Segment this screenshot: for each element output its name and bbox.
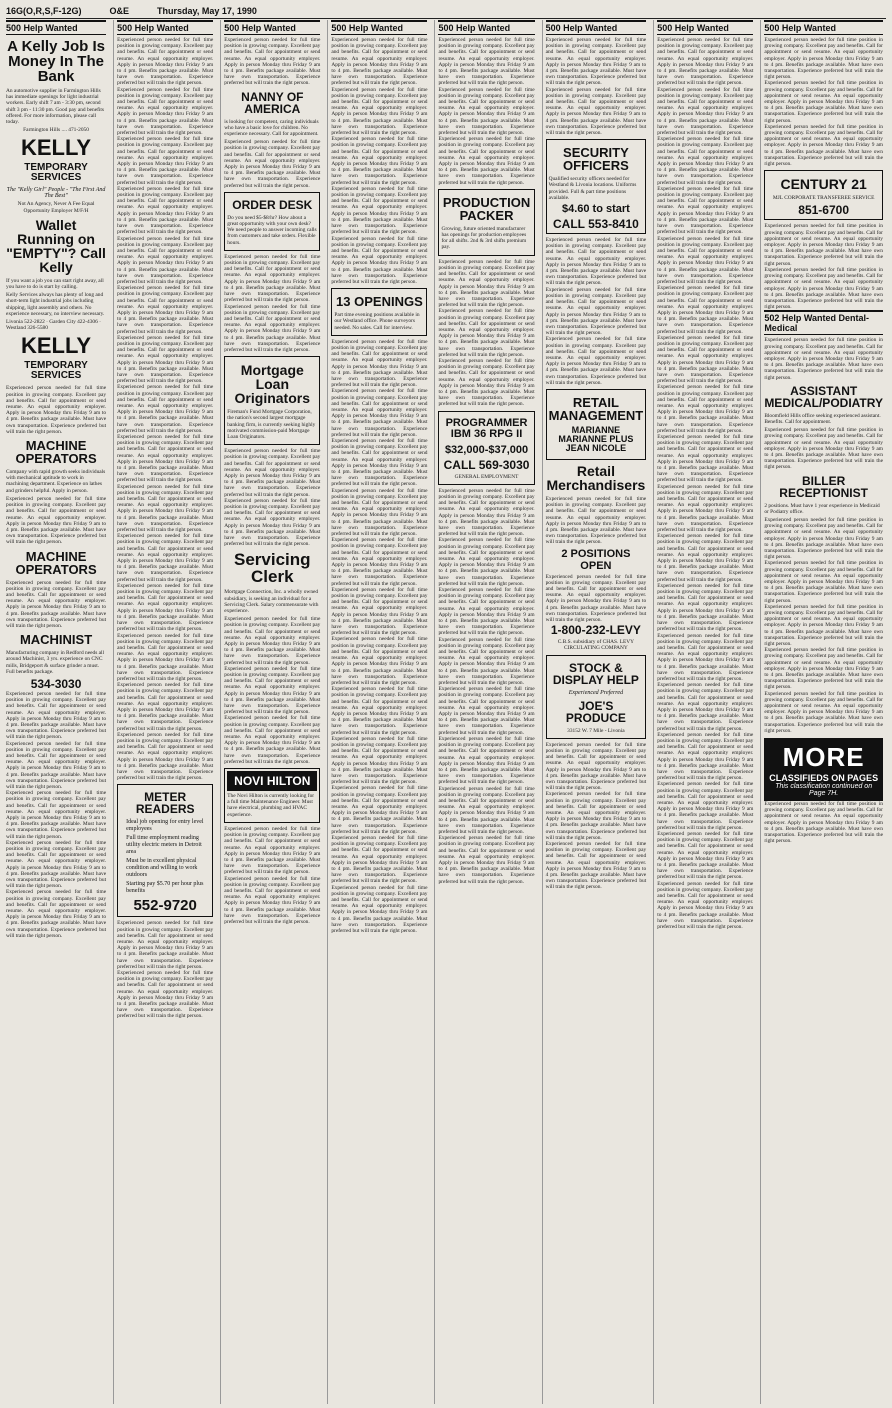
- column-4: [327, 20, 430, 1404]
- ad-text: Experienced person needed for full time position in growing company. Excellent pay and benefits. Call for appointment or send resume. An equal opportunity employer. Apply in person Monday thru Friday 9 am to 4 pm. Benefits package available. Must have own transportation. Experience preferred but will train the right person.: [657, 235, 754, 285]
- dental-medical-heading: 502 Help Wanted Dental-Medical: [764, 310, 883, 335]
- ad-text: Experienced person needed for full time position in growing company. Excellent pay and benefits. Call for appointment or send resume. An equal opportunity employer. Apply in person Monday thru Friday 9 am to 4 pm. Benefits package available. Must have own transportation. Experience preferred but will train the right person.: [438, 835, 535, 885]
- ad-text: Experienced person needed for full time position in growing company. Excellent pay and benefits. Call for appointment or send resume. An equal opportunity employer. Apply in person Monday thru Friday 9 am to 4 pm. Benefits package available. Must have own transportation. Experience preferred but will train the right person.: [545, 791, 647, 841]
- meter-item: Must be in excellent physical condition and willing to work outdoors: [126, 858, 198, 879]
- meter-item: Starting pay $5.70 per hour plus benefits: [126, 881, 204, 895]
- levy-phone: 1-800-232-LEVY: [550, 623, 641, 638]
- production-packer-ad: [438, 189, 534, 256]
- ad-text: Experienced person needed for full time position in growing company. Excellent pay and benefits. Call for appointment or send resume. An equal opportunity employer. Apply in person Monday thru Friday 9 am to 4 pm. Benefits package available. Must have own transportation. Experience preferred but will train the right person.: [331, 235, 428, 285]
- column-6: [542, 20, 650, 1404]
- ad-text: Experienced person needed for full time position in growing company. Excellent pay and benefits. Call for appointment or send resume. An equal opportunity employer. Apply in person Monday thru Friday 9 am to 4 pm. Benefits package available. Must have own transportation. Experience preferred but will train the right person.: [657, 37, 754, 87]
- ad-text: Experienced person needed for full time position in growing company. Excellent pay and benefits. Call for appointment or send resume. An equal opportunity employer. Apply in person Monday thru Friday 9 am to 4 pm. Benefits package available. Must have own transportation. Experience preferred but will train the right person.: [224, 825, 321, 876]
- servicing-title: Servicing Clerk: [234, 550, 311, 587]
- ad-text: Experienced person needed for full time position in growing company. Excellent pay and benefits. Call for appointment or send resume. An equal opportunity employer. Apply in person Monday thru Friday 9 am to 4 pm. Benefits package available. Must have own transportation. Experience preferred but will train the right person.: [331, 487, 428, 538]
- positions-open: 2 POSITIONS OPEN: [561, 547, 631, 572]
- mortgage-ad: [224, 356, 320, 445]
- novi-hilton-title: NOVI HILTON: [227, 771, 317, 791]
- ad-text: Experienced person needed for full time position in growing company. Excellent pay and benefits. Call for appointment or send resume. An equal opportunity employer. Apply in person Monday thru Friday 9 am to 4 pm. Benefits package available. Must have own transportation. Experience preferred but will train the right person.: [657, 533, 754, 583]
- ad-text: Experienced person needed for full time position in growing company. Excellent pay and benefits. Call for appointment or send resume. An equal opportunity employer. Apply in person Monday thru Friday 9 am to 4 pm. Benefits package available. Must have own transportation. Experience preferred but will train the right person.: [224, 303, 321, 353]
- column-5: [434, 20, 537, 1404]
- ad-text: Experienced person needed for full time position in growing company. Excellent pay and benefits. Call for appointment or send resume. An equal opportunity employer. Apply in person Monday thru Friday 9 am to 4 pm. Benefits package available. Must have own transportation. Experience preferred but will train the right person.: [6, 690, 107, 741]
- ad-text: Experienced person needed for full time position in growing company. Excellent pay and benefits. Call for appointment or send resume. An equal opportunity employer. Apply in person Monday thru Friday 9 am to 4 pm. Benefits package available. Must have own transportation. Experience preferred but will train the right person.: [657, 334, 754, 385]
- joes-address: 33152 W. 7 Mile - Livonia: [567, 727, 625, 734]
- production-packer-body: Growing, future oriented manufacturer has openings for production employees for all shifts. 2nd & 3rd shifts premium pay.: [441, 225, 527, 251]
- servicing-body: Mortgage Connection, Inc. a wholly owned subsidiary, is seeking an individual for a Servicing Clerk. Salary commensurate with experience.: [224, 589, 319, 614]
- meter-phone: 552-9720: [133, 897, 197, 915]
- order-desk-ad: [224, 192, 320, 251]
- kelly-contact: Farmington Hills .... 471-2050: [23, 127, 89, 134]
- ad-text: Experienced person needed for full time position in growing company. Excellent pay and benefits. Call for appointment or send resume. An equal opportunity employer. Apply in person Monday thru Friday 9 am to 4 pm. Benefits package available. Must have own transportation. Experience preferred but will train the right person.: [438, 735, 535, 786]
- security-title: SECURITY OFFICERS: [563, 145, 629, 174]
- ad-text: Experienced person needed for full time position in growing company. Excellent pay and benefits. Call for appointment or send resume. An equal opportunity employer. Apply in person Monday thru Friday 9 am to 4 pm. Benefits package available. Must have own transportation. Experience preferred but will train the right person.: [438, 587, 535, 637]
- ad-text: Experienced person needed for full time position in growing company. Excellent pay and benefits. Call for appointment or send resume. An equal opportunity employer. Apply in person Monday thru Friday 9 am to 4 pm. Benefits package available. Must have own transportation. Experience preferred but will train the right person.: [331, 136, 428, 186]
- ad-text: Experienced person needed for full time position in growing company. Excellent pay and benefits. Call for appointment or send resume. An equal opportunity employer. Apply in person Monday thru Friday 9 am to 4 pm. Benefits package available. Must have own transportation. Experience preferred but will train the right person.: [6, 495, 107, 546]
- section-heading: 500 Help Wanted: [224, 20, 320, 35]
- kelly-headline: A Kelly Job Is Money In The Bank: [7, 38, 105, 85]
- ad-text: Experienced person needed for full time position in growing company. Excellent pay and benefits. Call for appointment or send resume. An equal opportunity employer. Apply in person Monday thru Friday 9 am to 4 pm. Benefits package available. Must have own transportation. Experience preferred but will train the right person.: [764, 266, 883, 311]
- joes-produce: JOE'S PRODUCE: [565, 698, 626, 725]
- kelly-logo: KELLY: [21, 135, 92, 161]
- more-classifieds-box: [764, 738, 883, 801]
- security-officers-ad: [546, 139, 647, 234]
- retail-ad: [546, 389, 647, 460]
- wallet-body-2: Kelly Services always has plenty of long and short-term light industrial jobs including shipping, light assembly and others. No experience necessary, no interview necessary.: [6, 292, 105, 317]
- ad-text: Experienced person needed for full time position in growing company. Excellent pay and benefits. Call for appointment or send resume. An equal opportunity employer. Apply in person Monday thru Friday 9 am to 4 pm. Benefits package available. Must have own transportation. Experience preferred but will train the right person.: [117, 970, 214, 1020]
- ad-text: Experienced person needed for full time position in growing company. Excellent pay and benefits. Call for appointment or send resume. An equal opportunity employer. Apply in person Monday thru Friday 9 am to 4 pm. Benefits package available. Must have own transportation. Experience preferred but will train the right person.: [331, 735, 428, 786]
- column-2: [113, 20, 216, 1404]
- meter-item: Full time employment reading utility electric meters in Detroit area: [126, 835, 202, 856]
- ad-text: Experienced person needed for full time position in growing company. Excellent pay and benefits. Call for appointment or send resume. An equal opportunity employer. Apply in person Monday thru Friday 9 am to 4 pm. Benefits package available. Must have own transportation. Experience preferred but will train the right person.: [6, 790, 107, 840]
- ad-text: Experienced person needed for full time position in growing company. Excellent pay and benefits. Call for appointment or send resume. An equal opportunity employer. Apply in person Monday thru Friday 9 am to 4 pm. Benefits package available. Must have own transportation. Experience preferred but will train the right person.: [6, 385, 107, 435]
- ad-text: Experienced person needed for full time position in growing company. Excellent pay and benefits. Call for appointment or send resume. An equal opportunity employer. Apply in person Monday thru Friday 9 am to 4 pm. Benefits package available. Must have own transportation. Experience preferred but will train the right person.: [117, 483, 214, 534]
- century-21-ad: [764, 170, 883, 220]
- ad-text: Experienced person needed for full time position in growing company. Excellent pay and benefits. Call for appointment or send resume. An equal opportunity employer. Apply in person Monday thru Friday 9 am to 4 pm. Benefits package available. Must have own transportation. Experience preferred but will train the right person.: [331, 86, 428, 137]
- novi-hilton-ad: [224, 768, 320, 823]
- ad-text: Experienced person needed for full time position in growing company. Excellent pay and benefits. Call for appointment or send resume. An equal opportunity employer. Apply in person Monday thru Friday 9 am to 4 pm. Benefits package available. Must have own transportation. Experience preferred but will train the right person.: [657, 434, 754, 484]
- ibm-programmer-ad: [438, 411, 534, 485]
- machine-operators-body: Company with rapid growth seeks individuals with mechanical aptitude to work in machining department. Experience on lathes and grinders helpful. Apply in person.: [6, 469, 106, 494]
- ad-text: Experienced person needed for full time position in growing company. Excellent pay and benefits. Call for appointment or send resume. An equal opportunity employer. Apply in person Monday thru Friday 9 am to 4 pm. Benefits package available. Must have own transportation. Experience preferred but will train the right person.: [224, 253, 321, 304]
- ad-text: Experienced person needed for full time position in growing company. Excellent pay and benefits. Call for appointment or send resume. An equal opportunity employer. Apply in person Monday thru Friday 9 am to 4 pm. Benefits package available. Must have own transportation. Experience preferred but will train the right person.: [224, 616, 321, 666]
- century-21-phone: 851-6700: [798, 203, 849, 218]
- ad-text: Experienced person needed for full time position in growing company. Excellent pay and benefits. Call for appointment or send resume. An equal opportunity employer. Apply in person Monday thru Friday 9 am to 4 pm. Benefits package available. Must have own transportation. Experience preferred but will train the right person.: [117, 86, 214, 137]
- ad-text: Experienced person needed for full time position in growing company. Excellent pay and benefits. Call for appointment or send resume. An equal opportunity employer. Apply in person Monday thru Friday 9 am to 4 pm. Benefits package available. Must have own transportation. Experience preferred but will train the right person.: [657, 136, 754, 186]
- ad-text: Experienced person needed for full time position in growing company. Excellent pay and benefits. Call for appointment or send resume. An equal opportunity employer. Apply in person Monday thru Friday 9 am to 4 pm. Benefits package available. Must have own transportation. Experience preferred but will train the right person.: [764, 603, 883, 648]
- nanny-body: is looking for competent, caring individuals who have a basic love for children. No experience necessary. Call for appointment.: [224, 118, 319, 138]
- ad-text: Experienced person needed for full time position in growing company. Excellent pay and benefits. Call for appointment or send resume. An equal opportunity employer. Apply in person Monday thru Friday 9 am to 4 pm. Benefits package available. Must have own transportation. Experience preferred but will train the right person.: [545, 237, 647, 287]
- kelly-phone: 471-2050: [68, 127, 89, 134]
- section-heading: 500 Help Wanted: [6, 20, 106, 35]
- ad-text: Experienced person needed for full time position in growing company. Excellent pay and benefits. Call for appointment or send resume. An equal opportunity employer. Apply in person Monday thru Friday 9 am to 4 pm. Benefits package available. Must have own transportation. Experience preferred but will train the right person.: [117, 731, 214, 782]
- ad-text: Experienced person needed for full time position in growing company. Excellent pay and benefits. Call for appointment or send resume. An equal opportunity employer. Apply in person Monday thru Friday 9 am to 4 pm. Benefits package available. Must have own transportation. Experience preferred but will train the right person.: [331, 185, 428, 236]
- kelly-tagline: The "Kelly Girl" People - "The First And The Best": [6, 187, 106, 200]
- ad-text: Experienced person needed for full time position in growing company. Excellent pay and benefits. Call for appointment or send resume. An equal opportunity employer. Apply in person Monday thru Friday 9 am to 4 pm. Benefits package available. Must have own transportation. Experience preferred but will train the right person.: [117, 533, 214, 583]
- section-heading: 500 Help Wanted: [331, 20, 427, 35]
- mortgage-body: Fireman's Fund Mortgage Corporation, the nation's second largest mortgage banking firm, is currently seeking highly motivated commission-paid Mortgage Loan Originators.: [227, 409, 316, 440]
- ad-text: Experienced person needed for full time position in growing company. Excellent pay and benefits. Call for appointment or send resume. An equal opportunity employer. Apply in person Monday thru Friday 9 am to 4 pm. Benefits package available. Must have own transportation. Experience preferred but will train the right person.: [117, 285, 214, 335]
- column-8: [760, 20, 886, 1404]
- more-note: This classification continued on Page 7H.: [775, 783, 873, 798]
- section-heading: 500 Help Wanted: [657, 20, 753, 35]
- ad-text: Experienced person needed for full time position in growing company. Excellent pay and benefits. Call for appointment or send resume. An equal opportunity employer. Apply in person Monday thru Friday 9 am to 4 pm. Benefits package available. Must have own transportation. Experience preferred but will train the right person.: [657, 632, 754, 682]
- ad-text: Experienced person needed for full time position in growing company. Excellent pay and benefits. Call for appointment or send resume. An equal opportunity employer. Apply in person Monday thru Friday 9 am to 4 pm. Benefits package available. Must have own transportation. Experience preferred but will train the right person.: [224, 37, 321, 87]
- openings-body: Part time evening positions available in our Westland office. Phone surveyors needed. No sales. Call for interview.: [334, 312, 420, 331]
- ad-text: Experienced person needed for full time position in growing company. Excellent pay and benefits. Call for appointment or send resume. An equal opportunity employer. Apply in person Monday thru Friday 9 am to 4 pm. Benefits package available. Must have own transportation. Experience preferred but will train the right person.: [438, 136, 535, 186]
- merchandisers-title: Retail Merchandisers: [546, 462, 646, 493]
- ad-text: Experienced person needed for full time position in growing company. Excellent pay and benefits. Call for appointment or send resume. An equal opportunity employer. Apply in person Monday thru Friday 9 am to 4 pm. Benefits package available. Must have own transportation. Experience preferred but will train the right person.: [438, 785, 535, 835]
- ad-text: Experienced person needed for full time position in growing company. Excellent pay and benefits. Call for appointment or send resume. An equal opportunity employer. Apply in person Monday thru Friday 9 am to 4 pm. Benefits package available. Must have own transportation. Experience preferred but will train the right person.: [545, 336, 647, 386]
- ad-text: Experienced person needed for full time position in growing company. Excellent pay and benefits. Call for appointment or send resume. An equal opportunity employer. Apply in person Monday thru Friday 9 am to 4 pm. Benefits package available. Must have own transportation. Experience preferred but will train the right person.: [545, 286, 647, 337]
- issue-date: Thursday, May 17, 1990: [157, 6, 257, 16]
- machinist-body: Manufacturing company in Redford needs all around Machinist, 3 yrs. experience on CNC mills, Bridgeport & surface grinder a must. Full benefits package.: [6, 650, 105, 675]
- security-body: Qualified security officers needed for Westland & Livonia locations. Uniforms provided. Full & part time positions available.: [548, 176, 637, 201]
- kelly-logo-2: KELLY: [21, 333, 92, 359]
- more-sub: CLASSIFIEDS ON PAGES: [769, 773, 879, 784]
- order-desk-title: ORDER DESK: [232, 197, 313, 212]
- ad-text: Experienced person needed for full time position in growing company. Excellent pay and benefits. Call for appointment or send resume. An equal opportunity employer. Apply in person Monday thru Friday 9 am to 4 pm. Benefits package available. Must have own transportation. Experience preferred but will train the right person.: [545, 495, 647, 546]
- security-wage: $4.60 to start: [561, 203, 630, 216]
- ad-text: Experienced person needed for full time position in growing company. Excellent pay and benefits. Call for appointment or send resume. An equal opportunity employer. Apply in person Monday thru Friday 9 am to 4 pm. Benefits package available. Must have own transportation. Experience preferred but will train the right person.: [117, 384, 214, 434]
- column-3: [220, 20, 323, 1404]
- openings-title: 13 OPENINGS: [336, 294, 423, 310]
- ad-text: Experienced person needed for full time position in growing company. Excellent pay and benefits. Call for appointment or send resume. An equal opportunity employer. Apply in person Monday thru Friday 9 am to 4 pm. Benefits package available. Must have own transportation. Experience preferred but will train the right person.: [6, 579, 107, 629]
- ad-text: Experienced person needed for full time position in growing company. Excellent pay and benefits. Call for appointment or send resume. An equal opportunity employer. Apply in person Monday thru Friday 9 am to 4 pm. Benefits package available. Must have own transportation. Experience preferred but will train the right person.: [117, 235, 214, 285]
- ad-text: Experienced person needed for full time position in growing company. Excellent pay and benefits. Call for appointment or send resume. An equal opportunity employer. Apply in person Monday thru Friday 9 am to 4 pm. Benefits package available. Must have own transportation. Experience preferred but will train the right person.: [764, 427, 883, 471]
- nanny-title: NANNY OF AMERICA: [241, 89, 304, 116]
- ad-text: Experienced person needed for full time position in growing company. Excellent pay and benefits. Call for appointment or send resume. An equal opportunity employer. Apply in person Monday thru Friday 9 am to 4 pm. Benefits package available. Must have own transportation. Experience preferred but will train the right person.: [438, 357, 535, 408]
- ad-text: Experienced person needed for full time position in growing company. Excellent pay and benefits. Call for appointment or send resume. An equal opportunity employer. Apply in person Monday thru Friday 9 am to 4 pm. Benefits package available. Must have own transportation. Experience preferred but will train the right person.: [331, 834, 428, 885]
- machinist-phone: 534-3030: [30, 676, 82, 691]
- more-heading: MORE: [782, 742, 865, 773]
- production-packer-title: PRODUCTION PACKER: [442, 194, 531, 223]
- stock-display-ad: [546, 655, 647, 739]
- ibm-phone: CALL 569-3030: [443, 457, 530, 472]
- ad-text: Experienced person needed for full time position in growing company. Excellent pay and benefits. Call for appointment or send resume. An equal opportunity employer. Apply in person Monday thru Friday 9 am to 4 pm. Benefits package available. Must have own transportation. Experience preferred but will train the right person.: [657, 86, 754, 137]
- meter-item: Ideal job opening for entry level employees: [126, 819, 204, 833]
- wallet-headline: Wallet Running on "EMPTY"? Call Kelly: [6, 216, 106, 275]
- novi-hilton-body: The Novi Hilton is currently looking for a full time Maintenance Engineer. Must have electrical, plumbing and HVAC experience.: [227, 793, 315, 818]
- column-7: [653, 20, 756, 1404]
- section-code: 16G(O,R,S,F-12G): [6, 6, 82, 16]
- section-heading: 500 Help Wanted: [438, 20, 534, 35]
- ad-text: Experienced person needed for full time position in growing company. Excellent pay and benefits. Call for appointment or send resume. An equal opportunity employer. Apply in person Monday thru Friday 9 am to 4 pm. Benefits package available. Must have own transportation. Experience preferred but will train the right person.: [117, 682, 214, 732]
- ad-text: Experienced person needed for full time position in growing company. Excellent pay and benefits. Call for appointment or send resume. An equal opportunity employer. Apply in person Monday thru Friday 9 am to 4 pm. Benefits package available. Must have own transportation. Experience preferred but will train the right person.: [764, 560, 883, 604]
- ad-text: Experienced person needed for full time position in growing company. Excellent pay and benefits. Call for appointment or send resume. An equal opportunity employer. Apply in person Monday thru Friday 9 am to 4 pm. Benefits package available. Must have own transportation. Experience preferred but will train the right person.: [117, 37, 214, 87]
- page-header: [6, 4, 886, 19]
- biller-title: BILLER RECEPTIONIST: [779, 473, 868, 500]
- machinist-title: MACHINIST: [19, 632, 93, 648]
- ad-text: Experienced person needed for full time position in growing company. Excellent pay and benefits. Call for appointment or send resume. An equal opportunity employer. Apply in person Monday thru Friday 9 am to 4 pm. Benefits package available. Must have own transportation. Experience preferred but will train the right person.: [657, 731, 754, 782]
- ad-text: Experienced person needed for full time position in growing company. Excellent pay and benefits. Call for appointment or send resume. An equal opportunity employer. Apply in person Monday thru Friday 9 am to 4 pm. Benefits package available. Must have own transportation. Experience preferred but will train the right person.: [117, 632, 214, 682]
- ad-text: Experienced person needed for full time position in growing company. Excellent pay and benefits. Call for appointment or send resume. An equal opportunity employer. Apply in person Monday thru Friday 9 am to 4 pm. Benefits package available. Must have own transportation. Experience preferred but will train the right person.: [117, 434, 214, 484]
- stock-title: STOCK & DISPLAY HELP: [552, 660, 639, 687]
- ad-text: Experienced person needed for full time position in growing company. Excellent pay and benefits. Call for appointment or send resume. An equal opportunity employer. Apply in person Monday thru Friday 9 am to 4 pm. Benefits package available. Must have own transportation. Experience preferred but will train the right person.: [545, 841, 647, 891]
- ad-text: Experienced person needed for full time position in growing company. Excellent pay and benefits. Call for appointment or send resume. An equal opportunity employer. Apply in person Monday thru Friday 9 am to 4 pm. Benefits package available. Must have own transportation. Experience preferred but will train the right person.: [331, 785, 428, 835]
- machine-operators-title-2: MACHINE OPERATORS: [15, 548, 97, 577]
- ad-text: Experienced person needed for full time position in growing company. Excellent pay and benefits. Call for appointment or send resume. An equal opportunity employer. Apply in person Monday thru Friday 9 am to 4 pm. Benefits package available. Must have own transportation. Experience preferred but will train the right person.: [331, 686, 428, 736]
- openings-ad: [331, 288, 427, 336]
- ad-text: Experienced person needed for full time position in growing company. Excellent pay and benefits. Call for appointment or send resume. An equal opportunity employer. Apply in person Monday thru Friday 9 am to 4 pm. Benefits package available. Must have own transportation. Experience preferred but will train the right person.: [764, 337, 883, 381]
- ad-text: Experienced person needed for full time position in growing company. Excellent pay and benefits. Call for appointment or send resume. An equal opportunity employer. Apply in person Monday thru Friday 9 am to 4 pm. Benefits package available. Must have own transportation. Experience preferred but will train the right person.: [117, 185, 214, 236]
- ad-text: Experienced person needed for full time position in growing company. Excellent pay and benefits. Call for appointment or send resume. An equal opportunity employer. Apply in person Monday thru Friday 9 am to 4 pm. Benefits package available. Must have own transportation. Experience preferred but will train the right person.: [438, 37, 535, 87]
- kelly-city: Farmington Hills: [23, 127, 61, 134]
- ad-text: Experienced person needed for full time position in growing company. Excellent pay and benefits. Call for appointment or send resume. An equal opportunity employer. Apply in person Monday thru Friday 9 am to 4 pm. Benefits package available. Must have own transportation. Experience preferred but will train the right person.: [331, 437, 428, 488]
- ad-text: Experienced person needed for full time position in growing company. Excellent pay and benefits. Call for appointment or send resume. An equal opportunity employer. Apply in person Monday thru Friday 9 am to 4 pm. Benefits package available. Must have own transportation. Experience preferred but will train the right person.: [545, 741, 647, 792]
- ad-text: Experienced person needed for full time position in growing company. Excellent pay and benefits. Call for appointment or send resume. An equal opportunity employer. Apply in person Monday thru Friday 9 am to 4 pm. Benefits package available. Must have own transportation. Experience preferred but will train the right person.: [764, 80, 883, 124]
- kelly-logo-sub: TEMPORARY SERVICES: [24, 162, 88, 184]
- assistant-title: ASSISTANT MEDICAL/PODIATRY: [764, 383, 883, 410]
- ad-text: Experienced person needed for full time position in growing company. Excellent pay and benefits. Call for appointment or send resume. An equal opportunity employer. Apply in person Monday thru Friday 9 am to 4 pm. Benefits package available. Must have own transportation. Experience preferred but will train the right person.: [331, 338, 428, 389]
- ad-text: Experienced person needed for full time position in growing company. Excellent pay and benefits. Call for appointment or send resume. An equal opportunity employer. Apply in person Monday thru Friday 9 am to 4 pm. Benefits package available. Must have own transportation. Experience preferred but will train the right person.: [657, 682, 754, 732]
- order-desk-body: Do you need $5-$8/hr? How about a great opportunity with your own desk? We need people to answer incoming calls from customers and take orders. Flexible hours.: [227, 214, 317, 246]
- assistant-body: Bloomfield Hills office seeking experienced assistant. Benefits. Call for appointment.: [764, 412, 881, 425]
- ad-text: Experienced person needed for full time position in growing company. Excellent pay and benefits. Call for appointment or send resume. An equal opportunity employer. Apply in person Monday thru Friday 9 am to 4 pm. Benefits package available. Must have own transportation. Experience preferred but will train the right person.: [657, 781, 754, 831]
- kelly-body: An automotive supplier in Farmington Hills has immediate openings for light industrial workers. Early shift 7 am - 3:30 pm, second shift 3 pm - 11:30 pm. Good pay and benefits offered. For more information, please call today.: [6, 88, 105, 126]
- ad-text: Experienced person needed for full time position in growing company. Excellent pay and benefits. Call for appointment or send resume. An equal opportunity employer. Apply in person Monday thru Friday 9 am to 4 pm. Benefits package available. Must have own transportation. Experience preferred but will train the right person.: [117, 582, 214, 633]
- ibm-firm: GENERAL EMPLOYMENT: [454, 473, 519, 480]
- century-21-title: CENTURY 21: [780, 176, 867, 193]
- ad-text: Experienced person needed for full time position in growing company. Excellent pay and benefits. Call for appointment or send resume. An equal opportunity employer. Apply in person Monday thru Friday 9 am to 4 pm. Benefits package available. Must have own transportation. Experience preferred but will train the right person.: [6, 839, 107, 890]
- ad-text: Experienced person needed for full time position in growing company. Excellent pay and benefits. Call for appointment or send resume. An equal opportunity employer. Apply in person Monday thru Friday 9 am to 4 pm. Benefits package available. Must have own transportation. Experience preferred but will train the right person.: [224, 715, 321, 765]
- kelly-offices: Livonia 522-2822 · Garden City 422-4306 · Westland 326-5580: [6, 319, 101, 332]
- ad-text: Experienced person needed for full time position in growing company. Excellent pay and benefits. Call for appointment or send resume. An equal opportunity employer. Apply in person Monday thru Friday 9 am to 4 pm. Benefits package available. Must have own transportation. Experience preferred but will train the right person.: [117, 136, 214, 186]
- ad-text: Experienced person needed for full time position in growing company. Excellent pay and benefits. Call for appointment or send resume. An equal opportunity employer. Apply in person Monday thru Friday 9 am to 4 pm. Benefits package available. Must have own transportation. Experience preferred but will train the right person.: [117, 920, 214, 970]
- ad-text: Experienced person needed for full time position in growing company. Excellent pay and benefits. Call for appointment or send resume. An equal opportunity employer. Apply in person Monday thru Friday 9 am to 4 pm. Benefits package available. Must have own transportation. Experience preferred but will train the right person.: [6, 889, 107, 939]
- ad-text: Experienced person needed for full time position in growing company. Excellent pay and benefits. Call for appointment or send resume. An equal opportunity employer. Apply in person Monday thru Friday 9 am to 4 pm. Benefits package available. Must have own transportation. Experience preferred but will train the right person.: [657, 185, 754, 236]
- meter-readers-title: METER READERS: [135, 790, 195, 817]
- ad-text: Experienced person needed for full time position in growing company. Excellent pay and benefits. Call for appointment or send resume. An equal opportunity employer. Apply in person Monday thru Friday 9 am to 4 pm. Benefits package available. Must have own transportation. Experience preferred but will train the right person.: [224, 875, 321, 925]
- classified-columns: [6, 20, 886, 1404]
- machine-operators-title: MACHINE OPERATORS: [15, 438, 97, 467]
- ad-text: Experienced person needed for full time position in growing company. Excellent pay and benefits. Call for appointment or send resume. An equal opportunity employer. Apply in person Monday thru Friday 9 am to 4 pm. Benefits package available. Must have own transportation. Experience preferred but will train the right person.: [438, 686, 535, 736]
- section-heading: 500 Help Wanted: [764, 20, 883, 35]
- ad-text: Experienced person needed for full time position in growing company. Excellent pay and benefits. Call for appointment or send resume. An equal opportunity employer. Apply in person Monday thru Friday 9 am to 4 pm. Benefits package available. Must have own transportation. Experience preferred but will train the right person.: [438, 487, 535, 538]
- ad-text: Experienced person needed for full time position in growing company. Excellent pay and benefits. Call for appointment or send resume. An equal opportunity employer. Apply in person Monday thru Friday 9 am to 4 pm. Benefits package available. Must have own transportation. Experience preferred but will train the right person.: [438, 86, 535, 137]
- stock-sub: Experienced Preferred: [568, 689, 624, 696]
- ad-text: Experienced person needed for full time position in growing company. Excellent pay and benefits. Call for appointment or send resume. An equal opportunity employer. Apply in person Monday thru Friday 9 am to 4 pm. Benefits package available. Must have own transportation. Experience preferred but will train the right person.: [657, 285, 754, 335]
- ad-text: Experienced person needed for full time position in growing company. Excellent pay and benefits. Call for appointment or send resume. An equal opportunity employer. Apply in person Monday thru Friday 9 am to 4 pm. Benefits package available. Must have own transportation. Experience preferred but will train the right person.: [6, 740, 107, 790]
- ad-text: Experienced person needed for full time position in growing company. Excellent pay and benefits. Call for appointment or send resume. An equal opportunity employer. Apply in person Monday thru Friday 9 am to 4 pm. Benefits package available. Must have own transportation. Experience preferred but will train the right person.: [224, 448, 321, 498]
- ad-text: Experienced person needed for full time position in growing company. Excellent pay and benefits. Call for appointment or send resume. An equal opportunity employer. Apply in person Monday thru Friday 9 am to 4 pm. Benefits package available. Must have own transportation. Experience preferred but will train the right person.: [657, 880, 754, 931]
- ad-text: Experienced person needed for full time position in growing company. Excellent pay and benefits. Call for appointment or send resume. An equal opportunity employer. Apply in person Monday thru Friday 9 am to 4 pm. Benefits package available. Must have own transportation. Experience preferred but will train the right person.: [331, 636, 428, 686]
- ad-text: Experienced person needed for full time position in growing company. Excellent pay and benefits. Call for appointment or send resume. An equal opportunity employer. Apply in person Monday thru Friday 9 am to 4 pm. Benefits package available. Must have own transportation. Experience preferred but will train the right person.: [438, 258, 535, 309]
- security-phone: CALL 553-8410: [552, 217, 639, 232]
- ad-text: Experienced person needed for full time position in growing company. Excellent pay and benefits. Call for appointment or send resume. An equal opportunity employer. Apply in person Monday thru Friday 9 am to 4 pm. Benefits package available. Must have own transportation. Experience preferred but will train the right person.: [331, 537, 428, 587]
- section-heading: 500 Help Wanted: [546, 20, 647, 35]
- ad-text: Experienced person needed for full time position in growing company. Excellent pay and benefits. Call for appointment or send resume. An equal opportunity employer. Apply in person Monday thru Friday 9 am to 4 pm. Benefits package available. Must have own transportation. Experience preferred but will train the right person.: [764, 223, 883, 267]
- ad-text: Experienced person needed for full time position in growing company. Excellent pay and benefits. Call for appointment or send resume. An equal opportunity employer. Apply in person Monday thru Friday 9 am to 4 pm. Benefits package available. Must have own transportation. Experience preferred but will train the right person.: [657, 582, 754, 633]
- century-21-sub: MJL CORPORATE TRANSFEREE SERVICE: [772, 195, 875, 202]
- ad-text: Experienced person needed for full time position in growing company. Excellent pay and benefits. Call for appointment or send resume. An equal opportunity employer. Apply in person Monday thru Friday 9 am to 4 pm. Benefits package available. Must have own transportation. Experience preferred but will train the right person.: [764, 647, 883, 691]
- ad-text: Experienced person needed for full time position in growing company. Excellent pay and benefits. Call for appointment or send resume. An equal opportunity employer. Apply in person Monday thru Friday 9 am to 4 pm. Benefits package available. Must have own transportation. Experience preferred but will train the right person.: [545, 573, 647, 623]
- ibm-salary: $32,000-$37,000: [444, 443, 529, 456]
- ad-text: Experienced person needed for full time position in growing company. Excellent pay and benefits. Call for appointment or send resume. An equal opportunity employer. Apply in person Monday thru Friday 9 am to 4 pm. Benefits package available. Must have own transportation. Experience preferred but will train the right person.: [764, 516, 883, 561]
- ad-text: Experienced person needed for full time position in growing company. Excellent pay and benefits. Call for appointment or send resume. An equal opportunity employer. Apply in person Monday thru Friday 9 am to 4 pm. Benefits package available. Must have own transportation. Experience preferred but will train the right person.: [438, 636, 535, 687]
- meter-readers-ad: [117, 784, 213, 917]
- kelly-eoe: Not An Agency, Never A Fee Equal Opportunity Employer M/F/H: [17, 201, 95, 214]
- column-1: [6, 20, 109, 1404]
- ad-text: Experienced person needed for full time position in growing company. Excellent pay and benefits. Call for appointment or send resume. An equal opportunity employer. Apply in person Monday thru Friday 9 am to 4 pm. Benefits package available. Must have own transportation. Experience preferred but will train the right person.: [224, 665, 321, 716]
- ad-text: Experienced person needed for full time position in growing company. Excellent pay and benefits. Call for appointment or send resume. An equal opportunity employer. Apply in person Monday thru Friday 9 am to 4 pm. Benefits package available. Must have own transportation. Experience preferred but will train the right person.: [331, 388, 428, 438]
- ad-text: Experienced person needed for full time position in growing company. Excellent pay and benefits. Call for appointment or send resume. An equal opportunity employer. Apply in person Monday thru Friday 9 am to 4 pm. Benefits package available. Must have own transportation. Experience preferred but will train the right person.: [545, 86, 647, 137]
- ad-text: Experienced person needed for full time position in growing company. Excellent pay and benefits. Call for appointment or send resume. An equal opportunity employer. Apply in person Monday thru Friday 9 am to 4 pm. Benefits package available. Must have own transportation. Experience preferred but will train the right person.: [438, 537, 535, 587]
- ad-text: Experienced person needed for full time position in growing company. Excellent pay and benefits. Call for appointment or send resume. An equal opportunity employer. Apply in person Monday thru Friday 9 am to 4 pm. Benefits package available. Must have own transportation. Experience preferred but will train the right person.: [657, 483, 754, 534]
- ad-text: Experienced person needed for full time position in growing company. Excellent pay and benefits. Call for appointment or send resume. An equal opportunity employer. Apply in person Monday thru Friday 9 am to 4 pm. Benefits package available. Must have own transportation. Experience preferred but will train the right person.: [224, 139, 321, 189]
- levy-company: C.B.S. subsidiary of CHAS. LEVY CIRCULATING COMPANY: [557, 639, 635, 652]
- biller-body: 2 positions. Must have 1 year experience in Medicaid or Podiatry office.: [764, 502, 880, 515]
- ad-text: Experienced person needed for full time position in growing company. Excellent pay and benefits. Call for appointment or send resume. An equal opportunity employer. Apply in person Monday thru Friday 9 am to 4 pm. Benefits package available. Must have own transportation. Experience preferred but will train the right person.: [331, 586, 428, 637]
- ad-text: Experienced person needed for full time position in growing company. Excellent pay and benefits. Call for appointment or send resume. An equal opportunity employer. Apply in person Monday thru Friday 9 am to 4 pm. Benefits package available. Must have own transportation. Experience preferred but will train the right person.: [657, 831, 754, 881]
- kelly-logo-sub-2: TEMPORARY SERVICES: [24, 360, 88, 382]
- wallet-body: If you want a job you can start right away, all you have to do is start by calling.: [6, 277, 104, 291]
- ad-text: Experienced person needed for full time position in growing company. Excellent pay and benefits. Call for appointment or send resume. An equal opportunity employer. Apply in person Monday thru Friday 9 am to 4 pm. Benefits package available. Must have own transportation. Experience preferred but will train the right person.: [224, 497, 321, 548]
- ad-text: Experienced person needed for full time position in growing company. Excellent pay and benefits. Call for appointment or send resume. An equal opportunity employer. Apply in person Monday thru Friday 9 am to 4 pm. Benefits package available. Must have own transportation. Experience preferred but will train the right person.: [117, 334, 214, 385]
- retail-brand: MARIANNE MARIANNE PLUS JEAN NICOLE: [558, 424, 634, 453]
- ad-text: Experienced person needed for full time position in growing company. Excellent pay and benefits. Call for appointment or send resume. An equal opportunity employer. Apply in person Monday thru Friday 9 am to 4 pm. Benefits package available. Must have own transportation. Experience preferred but will train the right person.: [331, 884, 428, 935]
- ad-text: Experienced person needed for full time position in growing company. Excellent pay and benefits. Call for appointment or send resume. An equal opportunity employer. Apply in person Monday thru Friday 9 am to 4 pm. Benefits package available. Must have own transportation. Experience preferred but will train the right person.: [331, 37, 428, 87]
- ad-text: Experienced person needed for full time position in growing company. Excellent pay and benefits. Call for appointment or send resume. An equal opportunity employer. Apply in person Monday thru Friday 9 am to 4 pm. Benefits package available. Must have own transportation. Experience preferred but will train the right person.: [545, 37, 647, 87]
- ad-text: Experienced person needed for full time position in growing company. Excellent pay and benefits. Call for appointment or send resume. An equal opportunity employer. Apply in person Monday thru Friday 9 am to 4 pm. Benefits package available. Must have own transportation. Experience preferred but will train the right person.: [438, 308, 535, 358]
- section-heading: 500 Help Wanted: [117, 20, 213, 35]
- ad-text: Experienced person needed for full time position in growing company. Excellent pay and benefits. Call for appointment or send resume. An equal opportunity employer. Apply in person Monday thru Friday 9 am to 4 pm. Benefits package available. Must have own transportation. Experience preferred but will train the right person.: [764, 123, 883, 168]
- ad-text: Experienced person needed for full time position in growing company. Excellent pay and benefits. Call for appointment or send resume. An equal opportunity employer. Apply in person Monday thru Friday 9 am to 4 pm. Benefits package available. Must have own transportation. Experience preferred but will train the right person.: [764, 801, 883, 845]
- ibm-title: PROGRAMMER IBM 36 RPG II: [445, 416, 528, 440]
- mortgage-title: Mortgage Loan Originators: [234, 362, 311, 407]
- ad-text: Experienced person needed for full time position in growing company. Excellent pay and benefits. Call for appointment or send resume. An equal opportunity employer. Apply in person Monday thru Friday 9 am to 4 pm. Benefits package available. Must have own transportation. Experience preferred but will train the right person.: [764, 690, 883, 734]
- publisher: O&E: [109, 6, 130, 16]
- ad-text: Experienced person needed for full time position in growing company. Excellent pay and benefits. Call for appointment or send resume. An equal opportunity employer. Apply in person Monday thru Friday 9 am to 4 pm. Benefits package available. Must have own transportation. Experience preferred but will train the right person.: [657, 384, 754, 434]
- ad-text: Experienced person needed for full time position in growing company. Excellent pay and benefits. Call for appointment or send resume. An equal opportunity employer. Apply in person Monday thru Friday 9 am to 4 pm. Benefits package available. Must have own transportation. Experience preferred but will train the right person.: [764, 37, 883, 81]
- retail-title: RETAIL MANAGEMENT: [548, 394, 644, 423]
